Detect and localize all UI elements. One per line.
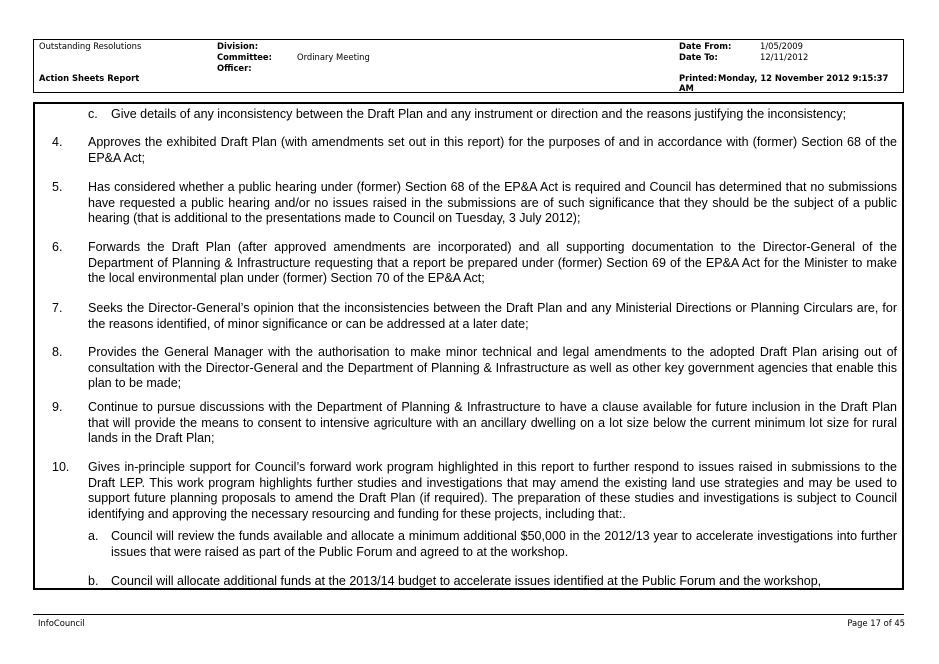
- printed-value: Monday, 12 November 2012 9:15:37: [718, 73, 889, 83]
- item-number: 5.: [52, 180, 63, 194]
- date-to-label: Date To:: [679, 52, 718, 62]
- item-text: Gives in-principle support for Council’s forward work program highlighted in this report to further respond to issues raised in submissions to the Draft LEP. This work program highlights further studies and investigations that may amend the existing land use strategies and may be used to support future planning proposals to amend the Draft Plan (if required). The preparation of these studies and investigations is subject to Council identifying and approving the necessary resourcing and funding for these projects, including that:.: [88, 460, 897, 521]
- item-text: Council will review the funds available and allocate a minimum additional $50,000 in the 2012/13 year to accelerate investigations into further issues that were raised as part of the Public Forum and agreed to at the workshop.: [111, 529, 897, 559]
- item-text: Forwards the Draft Plan (after approved amendments are incorporated) and all supporting documentation to the Director-General of the Department of Planning & Infrastructure requesting that a report be prepared under (former) Section 69 of the EP&A Act for the Minister to make the local environmental plan under (former) Section 70 of the EP&A Act;: [88, 240, 897, 285]
- report-name: Action Sheets Report: [39, 73, 140, 83]
- item-number: c.: [88, 107, 98, 121]
- item-text: Approves the exhibited Draft Plan (with amendments set out in this report) for the purposes of and in accordance with (former) Section 68 of the EP&A Act;: [88, 135, 897, 165]
- footer-brand: InfoCouncil: [38, 618, 85, 628]
- item-number: 7.: [52, 301, 63, 315]
- item-text: Continue to pursue discussions with the Department of Planning & Infrastructure to have a clause available for future inclusion in the Draft Plan that will provide the means to consent to intensive agriculture with an ancillary dwelling on a lot size below the current minimum lot size for rural lands in the Draft Plan;: [88, 400, 897, 445]
- printed-label: Printed:: [679, 73, 718, 83]
- item-number: 6.: [52, 240, 63, 254]
- item-text: Seeks the Director-General’s opinion that the inconsistencies between the Draft Plan and any Ministerial Directions or Planning Circulars are, for the reasons identified, of minor significance or can be addressed at a later date;: [88, 301, 897, 331]
- resolution-body: [33, 102, 904, 590]
- committee-value: Ordinary Meeting: [297, 52, 370, 62]
- item-text: Council will allocate additional funds at the 2013/14 budget to accelerate issues identified at the Public Forum and the workshop,: [111, 574, 822, 588]
- division-label: Division:: [217, 41, 259, 51]
- date-to-value: 12/11/2012: [760, 52, 809, 62]
- item-number: 9.: [52, 400, 63, 414]
- footer-divider: [33, 614, 904, 615]
- officer-label: Officer:: [217, 63, 252, 73]
- item-number: 8.: [52, 345, 63, 359]
- page-number: Page 17 of 45: [847, 618, 905, 628]
- committee-label: Committee:: [217, 52, 272, 62]
- report-header: [33, 39, 904, 93]
- item-text: Give details of any inconsistency between the Draft Plan and any instrument or direction and the reasons justifying the inconsistency;: [111, 107, 847, 121]
- item-number: a.: [88, 529, 99, 543]
- date-from-label: Date From:: [679, 41, 732, 51]
- doc-name: Outstanding Resolutions: [39, 41, 142, 51]
- item-number: b.: [88, 574, 99, 588]
- item-text: Provides the General Manager with the authorisation to make minor technical and legal amendments to the adopted Draft Plan arising out of consultation with the Director-General and the Department of Planning & Infrastructure as well as other key government agencies that enable this plan to be made;: [88, 345, 897, 390]
- printed-value-cont: AM: [679, 83, 694, 93]
- item-number: 10.: [52, 460, 70, 474]
- item-text: Has considered whether a public hearing under (former) Section 68 of the EP&A Act is required and Council has determined that no submissions have requested a public hearing and/or no issues raised in the submissions are of such significance that they should be the subject of a public hearing (that is additional to the presentations made to Council on Tuesday, 3 July 2012);: [88, 180, 897, 225]
- item-number: 4.: [52, 135, 63, 149]
- date-from-value: 1/05/2009: [760, 41, 803, 51]
